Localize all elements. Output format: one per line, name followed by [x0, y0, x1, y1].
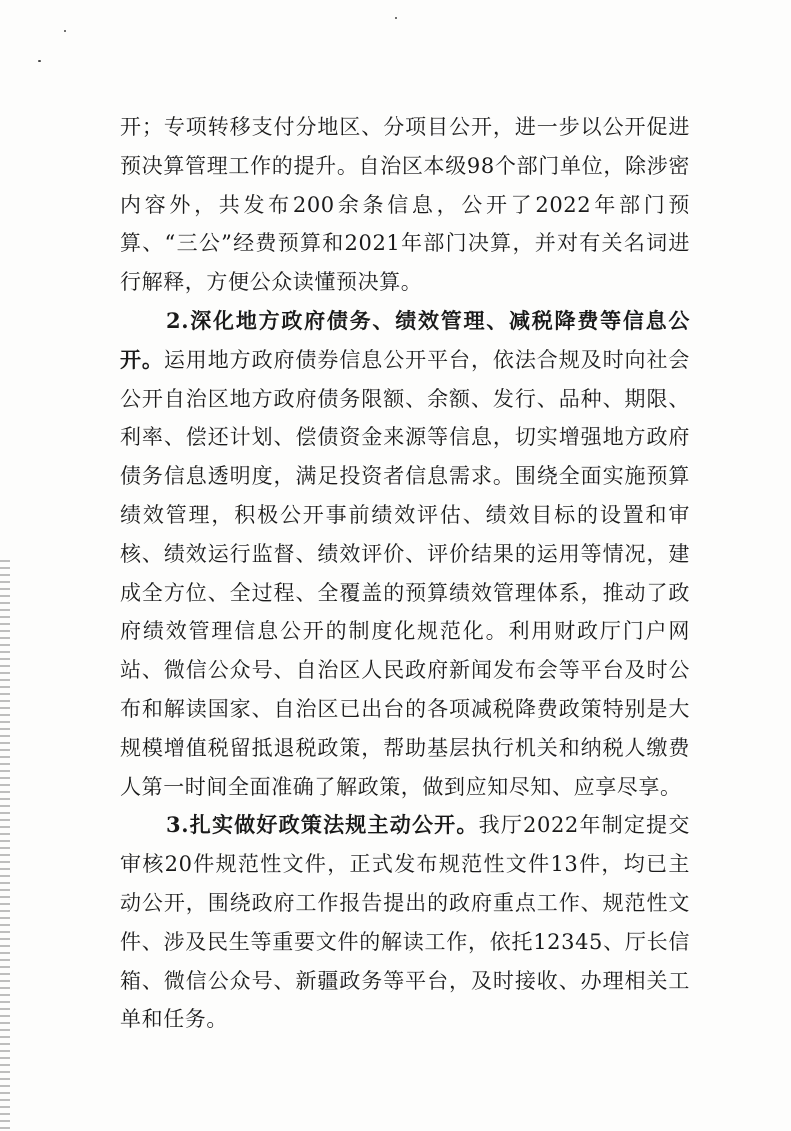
paragraph-budget-disclosure-continued [120, 108, 690, 302]
paragraph-text: 运用地方政府债券信息公开平台，依法合规及时向社会公开自治区地方政府债务限额、余额、发行、品种、期限、利率、偿还计划、偿债资金来源等信息，切实增强地方政府债务信息透明度，满足投资者信息需求。围绕全面实施预算绩效管理，积极公开事前绩效评估、绩效目标的设置和审核、绩效运行监督、绩效评价、评价结果的运用等情况，建成全方位、全过程、全覆盖的预算绩效管理体系，推动了政府绩效管理信息公开的制度化规范化。利用财政厅门户网站、微信公众号、自治区人民政府新闻发布会等平台及时公布和解读国家、自治区已出台的各项减税降费政策特别是大规模增值税留抵退税政策，帮助基层执行机关和纳税人缴费人第一时间全面准确了解政策，做到应知尽知、应享尽享。 [120, 347, 690, 799]
paragraph-text: 开；专项转移支付分地区、分项目公开，进一步以公开促进预决算管理工作的提升。自治区本级98个部门单位，除涉密内容外，共发布200余条信息，公开了2022年部门预算、“三公”经费预算和2021年部门决算，并对有关名词进行解释，方便公众读懂预决算。 [120, 115, 690, 295]
section-heading: 2.深化地方政府债务、绩效管理、减税降费等信息公开。 [120, 307, 690, 372]
paragraph-text: 我厅2022年制定提交审核20件规范性文件，正式发布规范性文件13件，均已主动公开，围绕政府工作报告提出的政府重点工作、规范性文件、涉及民生等重要文件的解读工作，依托12345、厅长信箱、微信公众号、新疆政务等平台，及时接收、办理相关工单和任务。 [120, 813, 690, 1032]
scan-speck [395, 17, 397, 19]
document-body [120, 108, 690, 1039]
scan-speck [64, 30, 66, 32]
paragraph-debt-performance-tax [120, 302, 690, 806]
scan-speck [38, 60, 41, 62]
paragraph-policy-regulations [120, 806, 690, 1039]
scan-binding-edge [0, 560, 10, 1131]
section-heading: 3.扎实做好政策法规主动公开。 [166, 812, 479, 838]
